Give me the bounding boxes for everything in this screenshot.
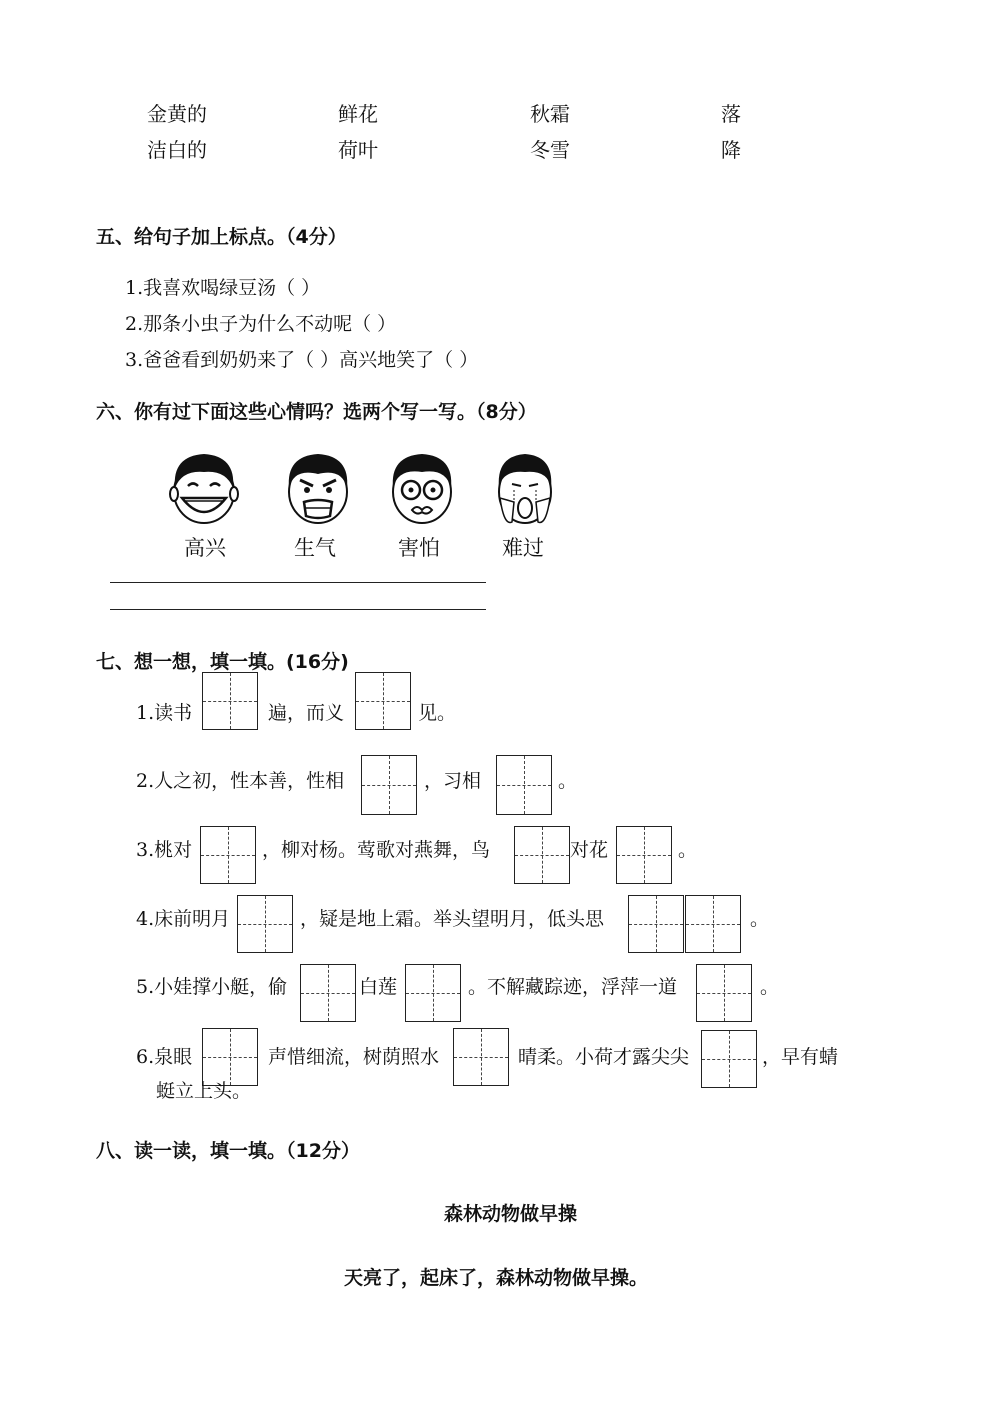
punctuation-item-3: 3.爸爸看到奶奶来了（ ）高兴地笑了（ ） — [125, 349, 479, 371]
match-word: 降 — [721, 138, 741, 162]
tian-grid-box[interactable] — [361, 755, 417, 815]
match-word: 秋霜 — [530, 102, 570, 126]
tian-grid-box[interactable] — [453, 1028, 509, 1086]
tian-grid-box[interactable] — [405, 964, 461, 1022]
fill-text: 。 — [678, 839, 698, 861]
answer-line-1[interactable] — [110, 582, 486, 583]
fill-text: 。 — [750, 908, 770, 930]
fill-text: 声惜细流，树荫照水 — [268, 1046, 440, 1068]
fill-text: ，疑是地上霜。举头望明月，低头思 — [300, 908, 605, 930]
section-7-heading: 七、想一想，填一填。(16分) — [96, 651, 349, 673]
mood-label-happy: 高兴 — [184, 536, 226, 560]
passage-title: 森林动物做早操 — [444, 1203, 578, 1225]
tian-grid-box[interactable] — [496, 755, 552, 815]
tian-grid-box[interactable] — [514, 826, 570, 884]
tian-grid-box[interactable] — [202, 672, 258, 730]
fill-text: 蜓立上头。 — [156, 1080, 252, 1102]
fill-text: 。 — [558, 770, 578, 792]
fill-text: 对花 — [570, 839, 609, 861]
fill-text: 见。 — [418, 702, 457, 724]
tian-grid-box[interactable] — [300, 964, 356, 1022]
fill-text: 1.读书 — [136, 702, 193, 724]
fill-text: 白莲 — [359, 976, 398, 998]
fill-text: 2.人之初，性本善，性相 — [136, 770, 345, 792]
fill-text: 。不解藏踪迹，浮萍一道 — [468, 976, 678, 998]
tian-grid-box[interactable] — [616, 826, 672, 884]
fill-text: 6.泉眼 — [136, 1046, 193, 1068]
tian-grid-box[interactable] — [701, 1030, 757, 1088]
mood-label-angry: 生气 — [294, 536, 336, 560]
match-word: 金黄的 — [147, 102, 207, 126]
mood-label-sad: 难过 — [502, 536, 544, 560]
match-word: 鲜花 — [338, 102, 378, 126]
fill-text: 晴柔。小荷才露尖尖 — [518, 1046, 690, 1068]
angry-face-icon — [280, 448, 356, 528]
answer-line-2[interactable] — [110, 609, 486, 610]
punctuation-item-2: 2.那条小虫子为什么不动呢（ ） — [125, 313, 397, 335]
punctuation-item-1: 1.我喜欢喝绿豆汤（ ） — [125, 277, 321, 299]
happy-face-icon — [166, 448, 242, 528]
tian-grid-box[interactable] — [355, 672, 411, 730]
fill-text: ，早有蜻 — [762, 1046, 839, 1068]
section-6-heading: 六、你有过下面这些心情吗？选两个写一写。（8分） — [96, 401, 537, 423]
match-word: 洁白的 — [147, 138, 207, 162]
section-5-heading: 五、给句子加上标点。（4分） — [96, 226, 347, 248]
section-8-heading: 八、读一读，填一填。（12分） — [96, 1140, 360, 1162]
tian-grid-box[interactable] — [685, 895, 741, 953]
fill-text: 4.床前明月 — [136, 908, 231, 930]
tian-grid-box[interactable] — [237, 895, 293, 953]
tian-grid-box[interactable] — [696, 964, 752, 1022]
fill-text: 。 — [760, 976, 780, 998]
fill-text: 5.小娃撑小艇，偷 — [136, 976, 288, 998]
match-word: 冬雪 — [530, 138, 570, 162]
mood-label-scared: 害怕 — [398, 536, 440, 560]
sad-face-icon — [490, 448, 560, 528]
passage-line: 天亮了，起床了，森林动物做早操。 — [344, 1267, 649, 1289]
fill-text: ，柳对杨。莺歌对燕舞，鸟 — [262, 839, 491, 861]
tian-grid-box[interactable] — [628, 895, 684, 953]
fill-text: 遍，而义 — [268, 702, 345, 724]
match-word: 落 — [721, 102, 741, 126]
fill-text: 3.桃对 — [136, 839, 193, 861]
tian-grid-box[interactable] — [200, 826, 256, 884]
scared-face-icon — [384, 448, 460, 528]
match-word: 荷叶 — [338, 138, 378, 162]
fill-text: ，习相 — [424, 770, 482, 792]
